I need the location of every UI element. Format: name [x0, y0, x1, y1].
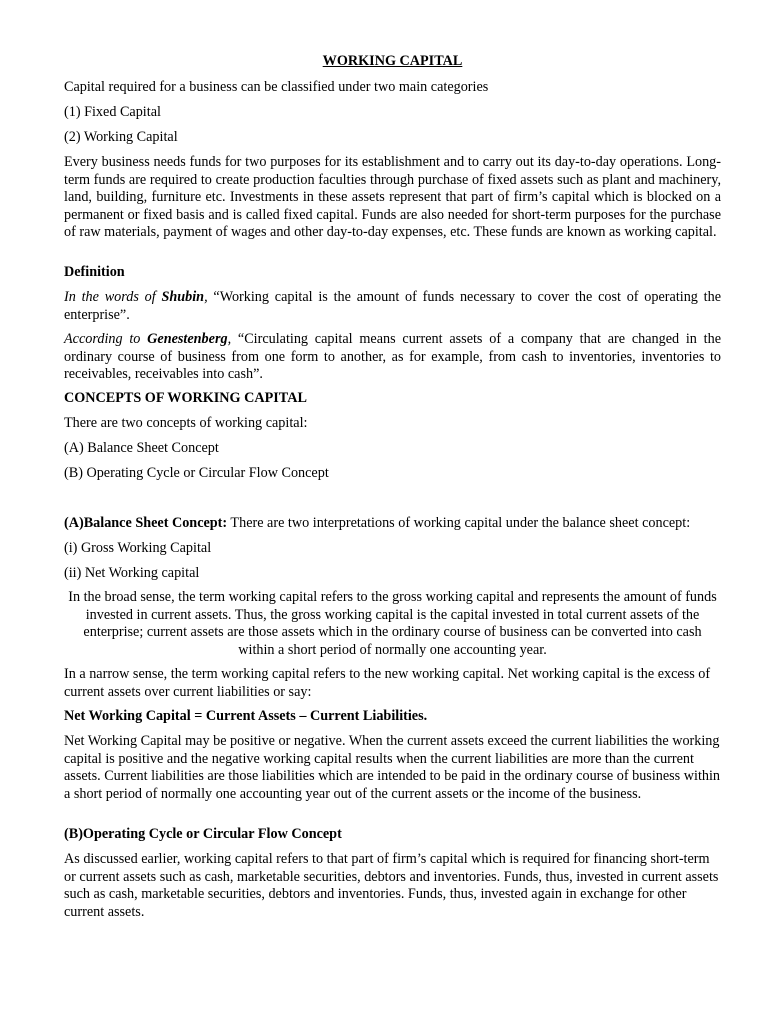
balance-sheet-text: There are two interpretations of working capital under the balance sheet concept:: [227, 515, 691, 531]
net-working-capital-item: (ii) Net Working capital: [64, 565, 200, 581]
document-title: WORKING CAPITAL: [322, 53, 463, 69]
genestenberg-separator: ,: [227, 331, 238, 347]
narrow-sense-paragraph: In a narrow sense, the term working capital refers to the new working capital. Net working capital is the excess of current assets over current liabilities or say:: [64, 666, 711, 700]
positive-negative-paragraph: Net Working Capital may be positive or negative. When the current assets exceed the current liabilities the working capital is positive and the negative working capital results when the current liabilities are more than the current assets. Current liabilities are those liabilities which are intended to be paid in the ordinary course of business within a short period of normally one accounting year out of the current assets or the income of the business.: [64, 733, 721, 802]
shubin-prefix: In the words of: [64, 289, 162, 305]
shubin-quote: “Working capital is the amount of funds necessary to cover the cost of operating the enterprise”.: [64, 289, 721, 323]
balance-sheet-heading: (A)Balance Sheet Concept:: [64, 515, 228, 531]
genestenberg-prefix: According to: [64, 331, 148, 347]
intro-line: Capital required for a business can be classified under two main categories: [64, 79, 489, 95]
concept-operating-cycle: (B) Operating Cycle or Circular Flow Concept: [64, 465, 329, 481]
concepts-heading: CONCEPTS OF WORKING CAPITAL: [64, 390, 307, 406]
definition-heading: Definition: [64, 264, 125, 280]
broad-sense-paragraph: In the broad sense, the term working capital refers to the gross working capital and represents the amount of funds invested in current assets. Thus, the gross working capital is the capital invested in total current assets of the enterprise; current assets are those assets which in the ordinary course of business can be converted into cash within a short period of normally one accounting year.: [68, 589, 717, 658]
genestenberg-name: Genestenberg: [147, 331, 228, 347]
shubin-name: Shubin: [161, 289, 205, 305]
balance-sheet-concept: [64, 515, 721, 533]
operating-cycle-heading: (B)Operating Cycle or Circular Flow Concept: [64, 826, 342, 842]
operating-cycle-paragraph: As discussed earlier, working capital refers to that part of firm’s capital which is required for financing short-term or current assets such as cash, marketable securities, debtors and inventories. Funds, thus, invested in current assets such as cash, marketable securities, debtors and inventories. Funds, thus, invested again in exchange for other current assets.: [64, 851, 719, 920]
category-fixed-capital: (1) Fixed Capital: [64, 104, 161, 120]
category-working-capital: (2) Working Capital: [64, 129, 178, 145]
shubin-definition: [64, 289, 721, 324]
genestenberg-quote: “Circulating capital means current assets of a company that are changed in the ordinary course of business from one form to another, as for example, from cash to inventories, inventories to receivables, receivables into cash”.: [64, 331, 722, 383]
concepts-intro: There are two concepts of working capital:: [64, 415, 308, 431]
concept-balance-sheet: (A) Balance Sheet Concept: [64, 440, 219, 456]
shubin-separator: ,: [204, 289, 214, 305]
genestenberg-definition: [64, 331, 721, 384]
net-working-capital-formula: Net Working Capital = Current Assets – Current Liabilities.: [64, 708, 428, 724]
funds-paragraph: Every business needs funds for two purposes for its establishment and to carry out its day-to-day operations. Long-term funds are required to create production faculties through purchase of fixed assets such as plant and machinery, land, building, furniture etc. Investments in these assets represent that part of firm’s capital which is blocked on a permanent or fixed basis and is called fixed capital. Funds are also needed for short-term purposes for the purchase of raw materials, payment of wages and other day-to-day expenses, etc. These funds are known as working capital.: [64, 154, 721, 241]
gross-working-capital-item: (i) Gross Working Capital: [64, 540, 212, 556]
